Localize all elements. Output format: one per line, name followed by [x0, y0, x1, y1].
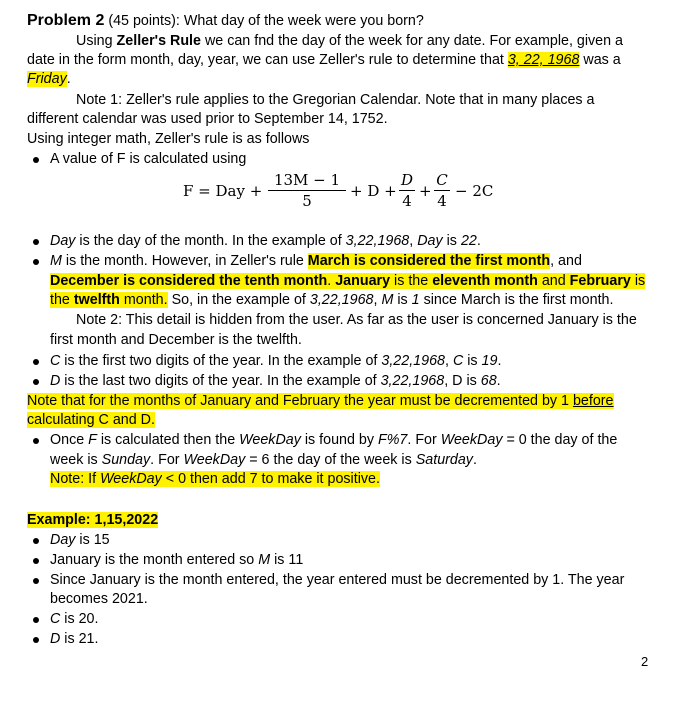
bullet-m-line-2: December is considered the tenth month. January is the eleventh month and February is [50, 273, 646, 289]
note2-line-2: first month and December is the twelfth. [50, 332, 302, 348]
example-d: D is 21. [50, 631, 99, 647]
fraction-13m: 13M − 1 5 [268, 171, 346, 210]
formula-plus: + [419, 182, 432, 200]
bullet-weekday-line-1: Once F is calculated then the WeekDay is found by F%7. For WeekDay = 0 the day of the [50, 432, 618, 448]
fraction-d: D 4 [400, 171, 414, 210]
example-year-line-1: Since January is the month entered, the year entered must be decremented by 1. The year [50, 572, 625, 588]
bullet [33, 558, 39, 564]
problem-title: Problem 2 (45 points): What day of the week were you born? [27, 12, 424, 29]
integer-math-line: Using integer math, Zeller's rule is as follows [27, 131, 310, 147]
bullet [33, 617, 39, 623]
bullet [33, 379, 39, 385]
intro-line-1: Using Zeller's Rule we can fnd the day of the week for any date. For example, given a [76, 33, 623, 49]
note1-line-2: different calendar was used prior to September 14, 1752. [27, 111, 388, 127]
bullet [33, 157, 39, 163]
bullet-f-text: A value of F is calculated using [50, 151, 247, 167]
note-jan-feb-line-1: Note that for the months of January and February the year must be decremented by 1 before [27, 393, 614, 409]
bullet [33, 637, 39, 643]
bullet-weekday-line-2: week is Sunday. For WeekDay = 6 the day of the week is Saturday. [50, 452, 477, 468]
example-c: C is 20. [50, 611, 99, 627]
bullet [33, 359, 39, 365]
bullet [33, 239, 39, 245]
page-number: 2 [641, 654, 649, 669]
bullet-c: C is the first two digits of the year. In the example of 3,22,1968, C is 19. [50, 353, 502, 369]
bullet-m-line-1: M is the month. However, in Zeller's rule March is considered the first month, and [50, 253, 582, 269]
bullet-weekday-note: Note: If WeekDay < 0 then add 7 to make it positive. [50, 471, 380, 487]
example-year-line-2: becomes 2021. [50, 591, 148, 607]
bullet [33, 438, 39, 444]
bullet [33, 578, 39, 584]
example-month: January is the month entered so M is 11 [50, 552, 304, 568]
bullet-d: D is the last two digits of the year. In the example of 3,22,1968, D is 68. [50, 373, 501, 389]
intro-line-3: Friday. [27, 71, 71, 87]
bullet [33, 259, 39, 265]
example-day: Day is 15 [50, 532, 110, 548]
formula-lhs: F = Day + [183, 182, 263, 200]
intro-line-2: date in the form month, day, year, we can use Zeller's rule to determine that 3, 22, 1968 was a [27, 52, 621, 68]
note-jan-feb-line-2: calculating C and D. [27, 412, 155, 428]
note1-line-1: Note 1: Zeller's rule applies to the Gregorian Calendar. Note that in many places a [76, 92, 595, 108]
bullet-day: Day is the day of the month. In the example of 3,22,1968, Day is 22. [50, 233, 481, 249]
fraction-c: C 4 [434, 171, 450, 210]
formula-tail: − 2C [455, 182, 494, 200]
bullet-m-line-3: the twelfth month. So, in the example of 3,22,1968, M is 1 since March is the first month. [50, 292, 614, 308]
formula-mid: + D + [350, 182, 397, 200]
note2-line-1: Note 2: This detail is hidden from the user. As far as the user is concerned January is the [76, 312, 637, 328]
example-heading: Example: 1,15,2022 [27, 512, 159, 528]
bullet [33, 538, 39, 544]
